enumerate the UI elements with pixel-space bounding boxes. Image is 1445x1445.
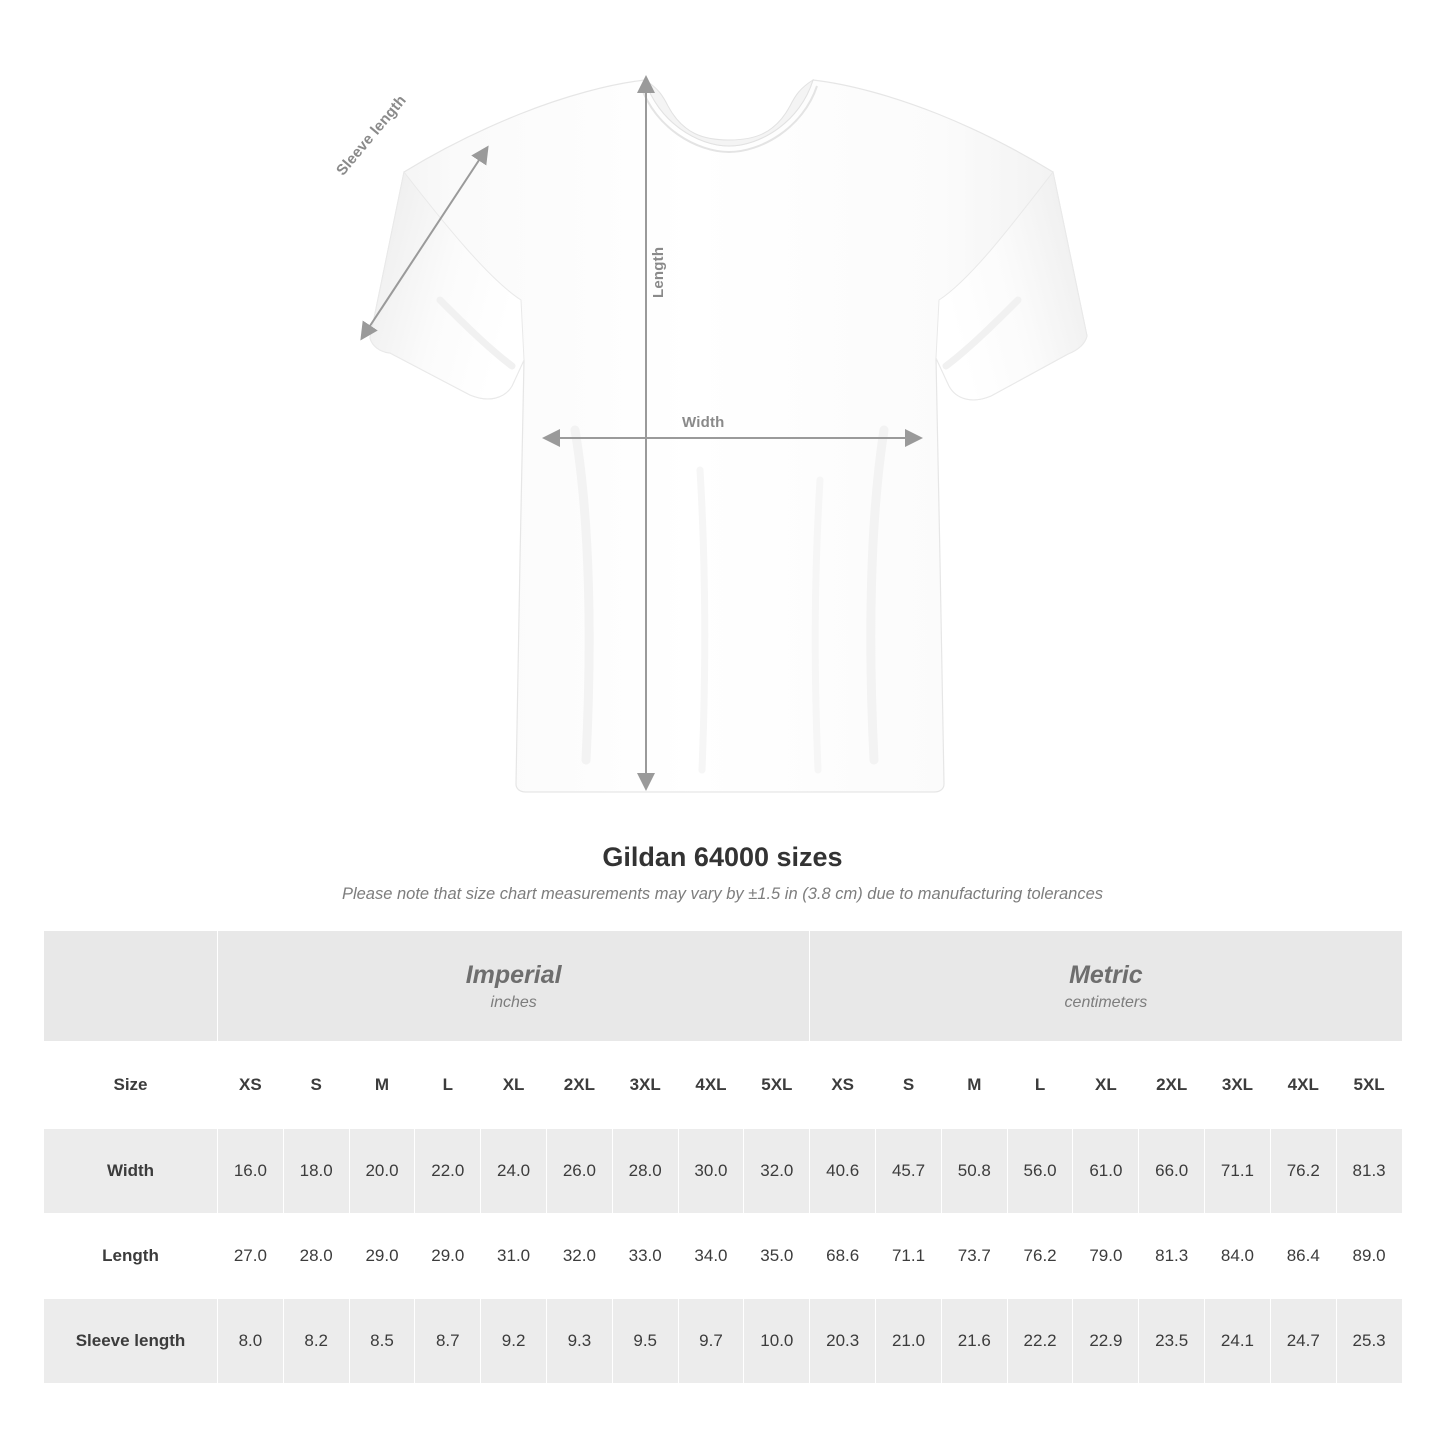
cell-width-imperial-xs: 16.0 — [218, 1129, 284, 1214]
size-header-metric-5xl: 5XL — [1336, 1042, 1402, 1129]
cell-length-metric-l: 76.2 — [1007, 1214, 1073, 1299]
unit-system-imperial — [218, 931, 810, 1042]
cell-sleeve-imperial-2xl: 9.3 — [546, 1299, 612, 1384]
unit-system-metric-name: Metric — [1069, 960, 1143, 989]
cell-width-imperial-s: 18.0 — [283, 1129, 349, 1214]
cell-length-metric-5xl: 89.0 — [1336, 1214, 1402, 1299]
unit-system-imperial-unit: inches — [490, 994, 537, 1012]
unit-system-header-row — [44, 931, 1403, 1042]
cell-sleeve-metric-m: 21.6 — [941, 1299, 1007, 1384]
size-header-imperial-xl: XL — [481, 1042, 547, 1129]
cell-length-metric-2xl: 81.3 — [1139, 1214, 1205, 1299]
cell-length-metric-xl: 79.0 — [1073, 1214, 1139, 1299]
cell-length-imperial-3xl: 33.0 — [612, 1214, 678, 1299]
cell-sleeve-imperial-s: 8.2 — [283, 1299, 349, 1384]
cell-length-imperial-4xl: 34.0 — [678, 1214, 744, 1299]
cell-sleeve-imperial-xs: 8.0 — [218, 1299, 284, 1384]
length-dimension-label: Length — [650, 246, 667, 298]
cell-width-imperial-5xl: 32.0 — [744, 1129, 810, 1214]
size-header-imperial-xs: XS — [218, 1042, 284, 1129]
cell-width-metric-xl: 61.0 — [1073, 1129, 1139, 1214]
cell-sleeve-imperial-4xl: 9.7 — [678, 1299, 744, 1384]
size-header-metric-l: L — [1007, 1042, 1073, 1129]
cell-sleeve-metric-s: 21.0 — [876, 1299, 942, 1384]
size-header-imperial-3xl: 3XL — [612, 1042, 678, 1129]
size-chart-table-wrap — [43, 930, 1402, 1384]
cell-length-metric-m: 73.7 — [941, 1214, 1007, 1299]
table-row — [44, 1299, 1403, 1384]
cell-sleeve-imperial-xl: 9.2 — [481, 1299, 547, 1384]
size-header-metric-m: M — [941, 1042, 1007, 1129]
size-header-metric-4xl: 4XL — [1270, 1042, 1336, 1129]
cell-length-imperial-m: 29.0 — [349, 1214, 415, 1299]
size-chart-table — [43, 930, 1403, 1384]
cell-width-metric-s: 45.7 — [876, 1129, 942, 1214]
cell-length-metric-4xl: 86.4 — [1270, 1214, 1336, 1299]
cell-length-metric-xs: 68.6 — [810, 1214, 876, 1299]
table-row — [44, 1214, 1403, 1299]
size-header-label: Size — [44, 1042, 218, 1129]
cell-sleeve-metric-5xl: 25.3 — [1336, 1299, 1402, 1384]
cell-width-imperial-3xl: 28.0 — [612, 1129, 678, 1214]
cell-sleeve-imperial-l: 8.7 — [415, 1299, 481, 1384]
cell-length-imperial-5xl: 35.0 — [744, 1214, 810, 1299]
cell-length-metric-s: 71.1 — [876, 1214, 942, 1299]
unit-system-metric-unit: centimeters — [1064, 994, 1148, 1012]
size-header-imperial-m: M — [349, 1042, 415, 1129]
size-header-imperial-s: S — [283, 1042, 349, 1129]
unit-system-metric — [810, 931, 1402, 1042]
cell-width-metric-m: 50.8 — [941, 1129, 1007, 1214]
cell-sleeve-imperial-3xl: 9.5 — [612, 1299, 678, 1384]
row-label-width: Width — [44, 1129, 218, 1214]
cell-length-imperial-l: 29.0 — [415, 1214, 481, 1299]
cell-width-metric-4xl: 76.2 — [1270, 1129, 1336, 1214]
cell-length-imperial-xs: 27.0 — [218, 1214, 284, 1299]
cell-width-imperial-m: 20.0 — [349, 1129, 415, 1214]
cell-width-metric-l: 56.0 — [1007, 1129, 1073, 1214]
cell-length-imperial-s: 28.0 — [283, 1214, 349, 1299]
size-header-imperial-4xl: 4XL — [678, 1042, 744, 1129]
page-title: Gildan 64000 sizes — [602, 842, 843, 872]
cell-width-metric-3xl: 71.1 — [1205, 1129, 1271, 1214]
size-header-metric-xl: XL — [1073, 1042, 1139, 1129]
table-row — [44, 1129, 1403, 1214]
cell-sleeve-metric-xs: 20.3 — [810, 1299, 876, 1384]
size-header-imperial-l: L — [415, 1042, 481, 1129]
cell-width-imperial-2xl: 26.0 — [546, 1129, 612, 1214]
size-header-metric-3xl: 3XL — [1205, 1042, 1271, 1129]
width-dimension-label: Width — [682, 414, 725, 431]
size-header-metric-s: S — [876, 1042, 942, 1129]
cell-sleeve-metric-l: 22.2 — [1007, 1299, 1073, 1384]
title-block — [0, 842, 1445, 904]
sleeve-length-dimension-label: Sleeve length — [333, 91, 410, 179]
row-label-sleeve-length: Sleeve length — [44, 1299, 218, 1384]
size-header-imperial-2xl: 2XL — [546, 1042, 612, 1129]
cell-width-metric-2xl: 66.0 — [1139, 1129, 1205, 1214]
cell-sleeve-metric-2xl: 23.5 — [1139, 1299, 1205, 1384]
cell-length-imperial-xl: 31.0 — [481, 1214, 547, 1299]
unit-system-imperial-name: Imperial — [465, 960, 562, 989]
cell-width-imperial-l: 22.0 — [415, 1129, 481, 1214]
cell-width-metric-xs: 40.6 — [810, 1129, 876, 1214]
shirt-body-shape — [370, 80, 1087, 792]
size-header-metric-2xl: 2XL — [1139, 1042, 1205, 1129]
unit-system-spacer — [44, 931, 218, 1042]
cell-length-imperial-2xl: 32.0 — [546, 1214, 612, 1299]
size-header-row — [44, 1042, 1403, 1129]
cell-width-metric-5xl: 81.3 — [1336, 1129, 1402, 1214]
size-header-imperial-5xl: 5XL — [744, 1042, 810, 1129]
cell-sleeve-metric-4xl: 24.7 — [1270, 1299, 1336, 1384]
cell-sleeve-metric-3xl: 24.1 — [1205, 1299, 1271, 1384]
cell-sleeve-imperial-m: 8.5 — [349, 1299, 415, 1384]
cell-length-metric-3xl: 84.0 — [1205, 1214, 1271, 1299]
row-label-length: Length — [44, 1214, 218, 1299]
size-header-metric-xs: XS — [810, 1042, 876, 1129]
cell-sleeve-metric-xl: 22.9 — [1073, 1299, 1139, 1384]
cell-width-imperial-4xl: 30.0 — [678, 1129, 744, 1214]
cell-sleeve-imperial-5xl: 10.0 — [744, 1299, 810, 1384]
tolerance-note: Please note that size chart measurements may vary by ±1.5 in (3.8 cm) due to manufacturing tolerances — [341, 885, 1104, 903]
cell-width-imperial-xl: 24.0 — [481, 1129, 547, 1214]
